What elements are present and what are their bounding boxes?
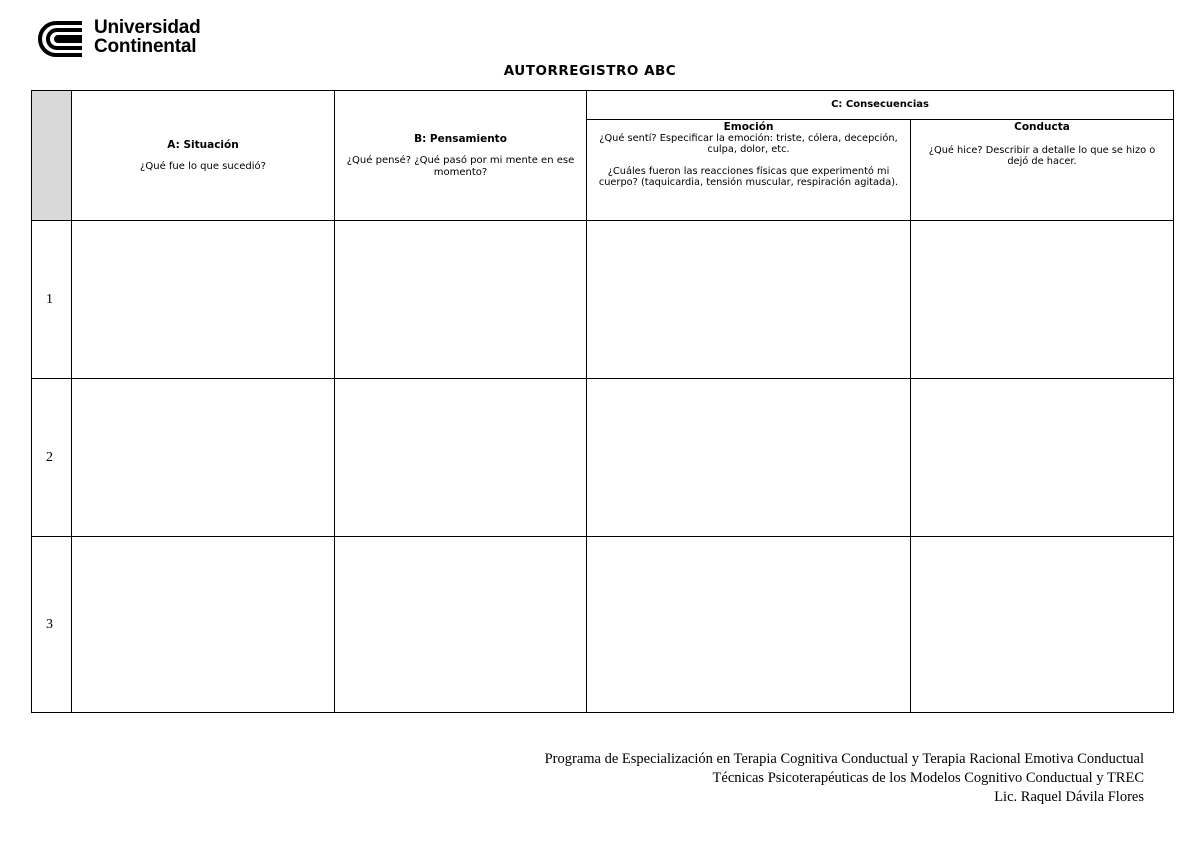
logo-line-1: Universidad [94,17,201,38]
conducta-title: Conducta [1014,121,1070,133]
conducta-question: ¿Qué hice? Describir a detalle lo que se hizo o dejó de hacer. [928,145,1156,167]
emocion-cell[interactable] [587,537,911,713]
abc-table [31,90,1174,713]
situacion-question: ¿Qué fue lo que sucedió? [140,160,266,172]
header-conducta [911,120,1174,221]
row-number: 3 [32,537,72,713]
university-logo [36,18,236,60]
emocion-title: Emoción [723,121,774,133]
situacion-title: A: Situación [167,138,239,151]
emocion-cell[interactable] [587,221,911,379]
footer-course: Técnicas Psicoterapéuticas de los Modelos Cognitivo Conductual y TREC [712,770,1144,786]
table-row [32,537,1174,713]
header-situacion [72,91,335,221]
conducta-cell[interactable] [911,221,1174,379]
conducta-cell[interactable] [911,379,1174,537]
pensamiento-title: B: Pensamiento [414,132,507,145]
pensamiento-question: ¿Qué pensé? ¿Qué pasó por mi mente en ese momento? [346,154,575,178]
header-emocion [587,120,911,221]
situacion-cell[interactable] [72,379,335,537]
logo-text [94,18,201,56]
corner-cell [32,91,72,221]
footer [545,750,1144,807]
emocion-question-2: ¿Cuáles fueron las reacciones físicas que experimentó mi cuerpo? (taquicardia, tensión muscular, respiración agitada). [598,166,899,188]
table-row [32,221,1174,379]
pensamiento-cell[interactable] [335,379,587,537]
footer-program: Programa de Especialización en Terapia Cognitiva Conductual y Terapia Racional Emotiva Conductual [544,751,1144,767]
logo-mark-icon [36,20,86,58]
table-row [32,379,1174,537]
conducta-cell[interactable] [911,537,1174,713]
row-number: 1 [32,221,72,379]
situacion-cell[interactable] [72,537,335,713]
row-number: 2 [32,379,72,537]
footer-author: Lic. Raquel Dávila Flores [994,789,1144,805]
emocion-question-1: ¿Qué sentí? Especificar la emoción: triste, cólera, decepción, culpa, dolor, etc. [599,133,898,155]
document-title: AUTORREGISTRO ABC [503,63,677,79]
pensamiento-cell[interactable] [335,221,587,379]
emocion-cell[interactable] [587,379,911,537]
pensamiento-cell[interactable] [335,537,587,713]
situacion-cell[interactable] [72,221,335,379]
header-consecuencias: C: Consecuencias [587,91,1174,120]
logo-line-2: Continental [94,36,197,57]
header-pensamiento [335,91,587,221]
